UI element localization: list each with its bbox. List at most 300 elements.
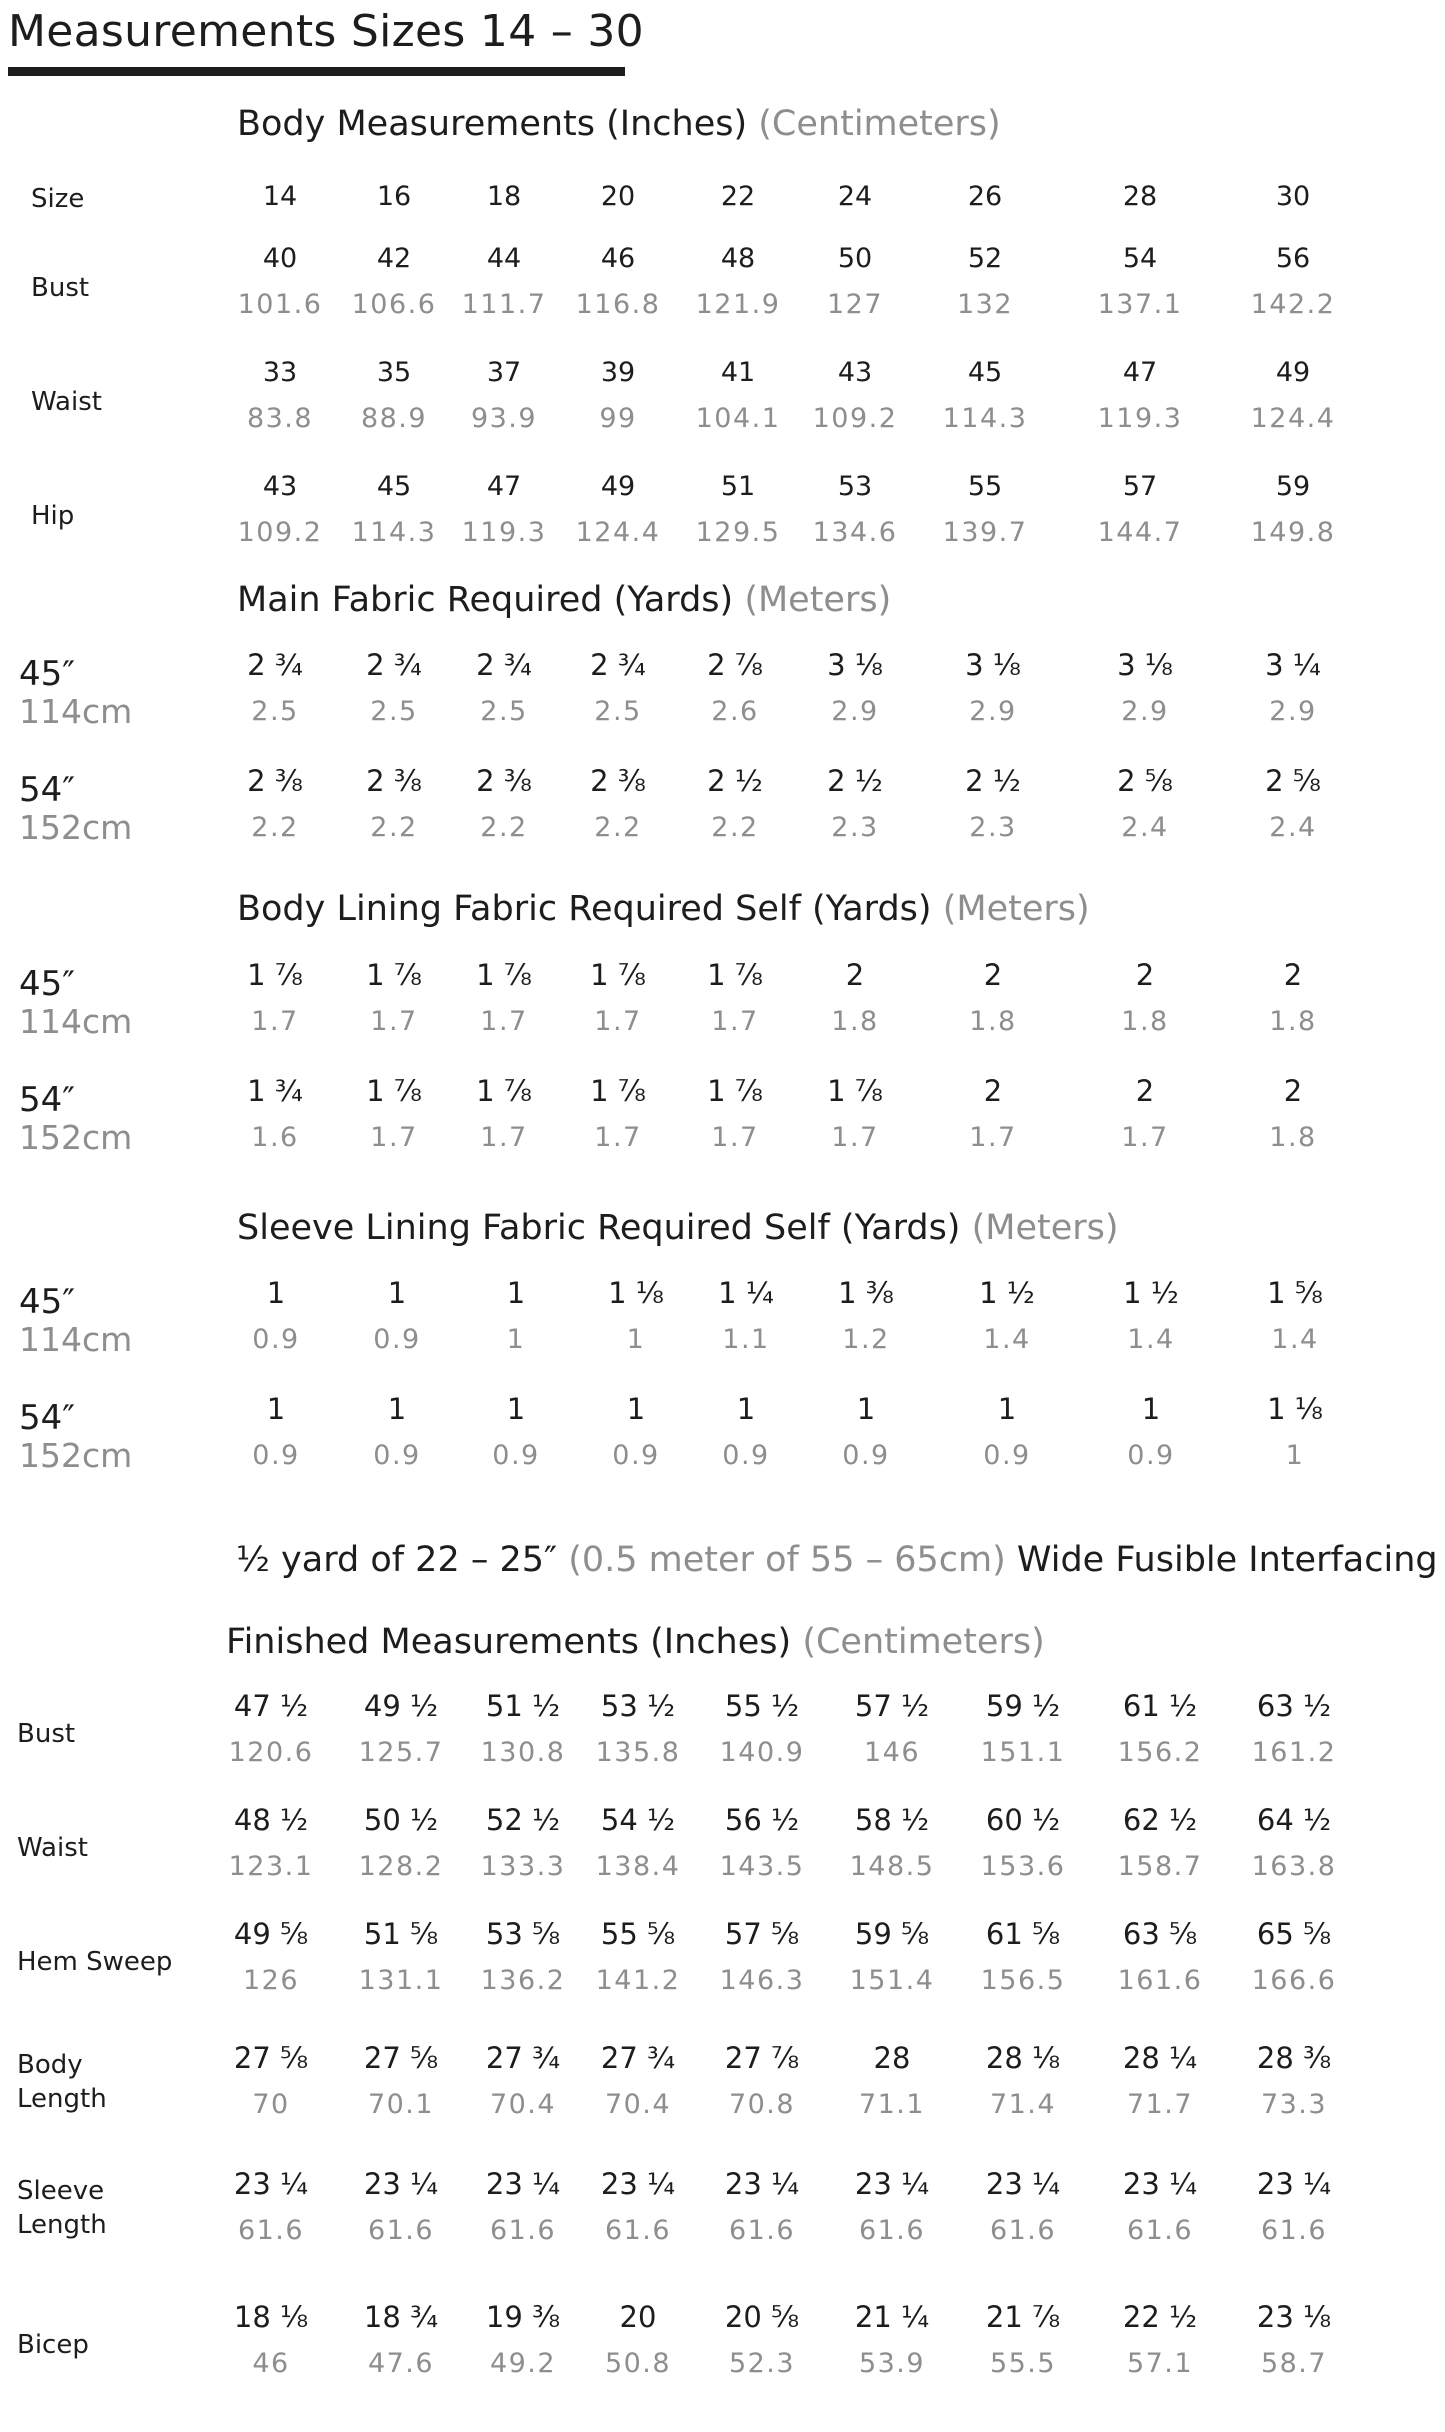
table-cell: 1 ¾ (247, 1074, 303, 1108)
table-cell: 124.4 (575, 517, 661, 548)
table-cell: 45 (376, 471, 412, 502)
table-cell: 59 (1275, 471, 1311, 502)
table-cell: 0.9 (722, 1440, 770, 1471)
table-cell: 57 ⅝ (724, 1917, 800, 1951)
table-cell: 61.6 (728, 2215, 796, 2246)
table-cell: 63 ½ (1256, 1689, 1332, 1723)
table-cell: 20 ⅝ (724, 2300, 800, 2334)
table-cell: 135.8 (595, 1737, 681, 1768)
heading-text: Finished Measurements (Inches) (226, 1622, 792, 1662)
table-cell: 1 ⅞ (366, 1074, 422, 1108)
row-label-line2: Length (17, 2084, 107, 2114)
table-cell: 1 ⅞ (707, 958, 763, 992)
table-cell: 23 ¼ (233, 2167, 309, 2201)
row-label: Sleeve (17, 2176, 105, 2206)
table-cell: 23 ¼ (985, 2167, 1061, 2201)
heading-text: Body Lining Fabric Required Self (Yards) (237, 889, 932, 929)
table-cell: 1 (736, 1392, 756, 1426)
table-cell: 1 (387, 1276, 407, 1310)
table-cell: 22 (720, 181, 756, 212)
table-cell: 83.8 (246, 403, 314, 434)
table-cell: 49.2 (489, 2348, 557, 2379)
table-cell: 30 (1275, 181, 1311, 212)
table-cell: 24 (837, 181, 873, 212)
table-cell: 49 (600, 471, 636, 502)
fabric-width-inches: 45″ (19, 1282, 75, 1322)
table-cell: 1 ⅛ (608, 1276, 664, 1310)
table-cell: 1 ⅝ (1267, 1276, 1323, 1310)
table-cell: 49 (1275, 357, 1311, 388)
table-cell: 53 ½ (600, 1689, 676, 1723)
table-cell: 2 ⅜ (590, 764, 646, 798)
heading-text: Body Measurements (Inches) (237, 104, 748, 144)
table-cell: 47 ½ (233, 1689, 309, 1723)
table-cell: 2.2 (711, 812, 759, 843)
table-cell: 27 ⅞ (724, 2041, 800, 2075)
table-cell: 99 (599, 403, 637, 434)
table-cell: 60 ½ (985, 1803, 1061, 1837)
table-cell: 0.9 (1127, 1440, 1175, 1471)
table-cell: 61.6 (237, 2215, 305, 2246)
table-cell: 64 ½ (1256, 1803, 1332, 1837)
table-cell: 2 ⅜ (247, 764, 303, 798)
table-cell: 59 ⅝ (854, 1917, 930, 1951)
table-cell: 61.6 (604, 2215, 672, 2246)
fabric-width-cm: 152cm (19, 1118, 133, 1157)
table-cell: 2.5 (251, 696, 299, 727)
table-cell: 70 (252, 2089, 290, 2120)
table-cell: 149.8 (1250, 517, 1336, 548)
table-cell: 2 ¾ (366, 648, 422, 682)
table-cell: 2 ⅞ (707, 648, 763, 682)
table-cell: 18 ¾ (363, 2300, 439, 2334)
table-cell: 62 ½ (1122, 1803, 1198, 1837)
row-label-line2: Length (17, 2210, 107, 2240)
table-cell: 2 (1135, 1074, 1155, 1108)
table-cell: 151.4 (849, 1965, 935, 1996)
table-cell: 144.7 (1097, 517, 1183, 548)
table-cell: 1.4 (983, 1324, 1031, 1355)
table-cell: 28 ⅜ (1256, 2041, 1332, 2075)
table-cell: 2 ¾ (247, 648, 303, 682)
section-heading (237, 889, 1090, 929)
table-cell: 2.5 (594, 696, 642, 727)
table-cell: 19 ⅜ (485, 2300, 561, 2334)
table-cell: 45 (967, 357, 1003, 388)
table-cell: 18 (486, 181, 522, 212)
table-cell: 1.4 (1271, 1324, 1319, 1355)
table-cell: 127 (826, 289, 884, 320)
heading-unit: (Centimeters) (758, 104, 1001, 144)
table-cell: 1 ⅞ (827, 1074, 883, 1108)
table-cell: 3 ⅛ (1117, 648, 1173, 682)
table-cell: 1 (856, 1392, 876, 1426)
table-cell: 2.2 (480, 812, 528, 843)
table-cell: 2 (1135, 958, 1155, 992)
table-cell: 1.8 (831, 1006, 879, 1037)
table-cell: 109.2 (237, 517, 323, 548)
table-cell: 61.6 (489, 2215, 557, 2246)
table-cell: 52 ½ (485, 1803, 561, 1837)
table-cell: 70.4 (604, 2089, 672, 2120)
size-label: Size (31, 184, 85, 214)
table-cell: 2 ½ (707, 764, 763, 798)
row-label: Hem Sweep (17, 1947, 173, 1977)
table-cell: 101.6 (237, 289, 323, 320)
table-cell: 58.7 (1260, 2348, 1328, 2379)
page-title: Measurements Sizes 14 – 30 (8, 6, 644, 57)
table-cell: 1.7 (370, 1006, 418, 1037)
table-cell: 27 ⅝ (363, 2041, 439, 2075)
table-cell: 1 (626, 1324, 646, 1355)
table-cell: 49 ⅝ (233, 1917, 309, 1951)
table-cell: 2.9 (1121, 696, 1169, 727)
table-cell: 2.4 (1121, 812, 1169, 843)
table-cell: 48 (720, 243, 756, 274)
table-cell: 33 (262, 357, 298, 388)
table-cell: 1 ⅞ (476, 1074, 532, 1108)
table-cell: 1 ⅞ (707, 1074, 763, 1108)
table-cell: 128.2 (358, 1851, 444, 1882)
fabric-width-inches: 45″ (19, 654, 75, 694)
table-cell: 28 ¼ (1122, 2041, 1198, 2075)
table-cell: 56 (1275, 243, 1311, 274)
table-cell: 61 ½ (1122, 1689, 1198, 1723)
table-cell: 148.5 (849, 1851, 935, 1882)
table-cell: 53.9 (858, 2348, 926, 2379)
table-cell: 1 (266, 1392, 286, 1426)
table-cell: 1.8 (969, 1006, 1017, 1037)
table-cell: 140.9 (719, 1737, 805, 1768)
table-cell: 132 (956, 289, 1014, 320)
table-cell: 52 (967, 243, 1003, 274)
table-cell: 2.9 (831, 696, 879, 727)
table-cell: 39 (600, 357, 636, 388)
table-cell: 0.9 (373, 1440, 421, 1471)
table-cell: 27 ¾ (600, 2041, 676, 2075)
table-cell: 73.3 (1260, 2089, 1328, 2120)
table-cell: 44 (486, 243, 522, 274)
table-cell: 158.7 (1117, 1851, 1203, 1882)
table-cell: 0.9 (842, 1440, 890, 1471)
heading-text: Main Fabric Required (Yards) (237, 580, 734, 620)
table-cell: 119.3 (1097, 403, 1183, 434)
row-label: Bust (31, 273, 90, 303)
table-cell: 1 ⅞ (247, 958, 303, 992)
table-cell: 43 (837, 357, 873, 388)
interfacing-part2: (0.5 meter of 55 – 65cm) (568, 1540, 1006, 1580)
table-cell: 51 (720, 471, 756, 502)
table-cell: 111.7 (461, 289, 547, 320)
table-cell: 51 ⅝ (363, 1917, 439, 1951)
table-cell: 138.4 (595, 1851, 681, 1882)
heading-text: Sleeve Lining Fabric Required Self (Yards) (237, 1208, 961, 1248)
table-cell: 1.8 (1269, 1122, 1317, 1153)
table-cell: 0.9 (252, 1440, 300, 1471)
table-cell: 123.1 (228, 1851, 314, 1882)
row-label: Waist (31, 387, 102, 417)
table-cell: 2.9 (1269, 696, 1317, 727)
table-cell: 2.5 (480, 696, 528, 727)
table-cell: 47 (486, 471, 522, 502)
fabric-width-cm: 152cm (19, 1436, 133, 1475)
table-cell: 2 ⅜ (476, 764, 532, 798)
fabric-width-inches: 54″ (19, 1080, 75, 1120)
table-cell: 1 ⅜ (838, 1276, 894, 1310)
table-cell: 1 (997, 1392, 1017, 1426)
table-cell: 109.2 (812, 403, 898, 434)
table-cell: 124.4 (1250, 403, 1336, 434)
table-cell: 18 ⅛ (233, 2300, 309, 2334)
table-cell: 2 ⅝ (1117, 764, 1173, 798)
table-cell: 23 ¼ (363, 2167, 439, 2201)
table-cell: 0.9 (492, 1440, 540, 1471)
table-cell: 28 (873, 2041, 911, 2075)
table-cell: 52.3 (728, 2348, 796, 2379)
table-cell: 71.4 (989, 2089, 1057, 2120)
table-cell: 57.1 (1126, 2348, 1194, 2379)
table-cell: 156.2 (1117, 1737, 1203, 1768)
table-cell: 2 ½ (965, 764, 1021, 798)
row-label: Bicep (17, 2330, 89, 2360)
table-cell: 1 ½ (1123, 1276, 1179, 1310)
table-cell: 35 (376, 357, 412, 388)
table-cell: 55 ½ (724, 1689, 800, 1723)
section-heading (237, 1208, 1119, 1248)
table-cell: 48 ½ (233, 1803, 309, 1837)
table-cell: 71.7 (1126, 2089, 1194, 2120)
table-cell: 3 ⅛ (827, 648, 883, 682)
table-cell: 59 ½ (985, 1689, 1061, 1723)
heading-unit: (Meters) (971, 1208, 1119, 1248)
table-cell: 116.8 (575, 289, 661, 320)
title-rule (8, 67, 625, 76)
table-cell: 70.8 (728, 2089, 796, 2120)
table-cell: 27 ⅝ (233, 2041, 309, 2075)
table-cell: 3 ¼ (1265, 648, 1321, 682)
table-cell: 23 ¼ (724, 2167, 800, 2201)
table-cell: 55.5 (989, 2348, 1057, 2379)
table-cell: 130.8 (480, 1737, 566, 1768)
table-cell: 1.7 (370, 1122, 418, 1153)
section-heading (237, 580, 891, 620)
table-cell: 2.2 (594, 812, 642, 843)
row-label: Body (17, 2050, 83, 2080)
table-cell: 1.8 (1121, 1006, 1169, 1037)
table-cell: 20 (619, 2300, 657, 2334)
table-cell: 43 (262, 471, 298, 502)
table-cell: 47.6 (367, 2348, 435, 2379)
table-cell: 49 ½ (363, 1689, 439, 1723)
table-cell: 20 (600, 181, 636, 212)
table-cell: 0.9 (612, 1440, 660, 1471)
table-cell: 2 ¾ (476, 648, 532, 682)
interfacing-part1: ½ yard of 22 – 25″ (236, 1540, 558, 1580)
table-cell: 1.2 (842, 1324, 890, 1355)
table-cell: 166.6 (1251, 1965, 1337, 1996)
table-cell: 28 ⅛ (985, 2041, 1061, 2075)
table-cell: 1.6 (251, 1122, 299, 1153)
table-cell: 2.9 (969, 696, 1017, 727)
table-cell: 1.7 (969, 1122, 1017, 1153)
table-cell: 61.6 (989, 2215, 1057, 2246)
heading-unit: (Meters) (744, 580, 892, 620)
table-cell: 2.4 (1269, 812, 1317, 843)
table-cell: 1.7 (594, 1122, 642, 1153)
table-cell: 2 ⅜ (366, 764, 422, 798)
table-cell: 1.7 (831, 1122, 879, 1153)
table-cell: 1 (1141, 1392, 1161, 1426)
table-cell: 1.7 (1121, 1122, 1169, 1153)
table-cell: 53 (837, 471, 873, 502)
fabric-width-cm: 114cm (19, 1002, 133, 1041)
table-cell: 2 (983, 958, 1003, 992)
table-cell: 2 (845, 958, 865, 992)
fabric-width-inches: 54″ (19, 1398, 75, 1438)
table-cell: 2.2 (251, 812, 299, 843)
table-cell: 1.7 (711, 1122, 759, 1153)
table-cell: 23 ⅛ (1256, 2300, 1332, 2334)
table-cell: 93.9 (470, 403, 538, 434)
table-cell: 40 (262, 243, 298, 274)
table-cell: 65 ⅝ (1256, 1917, 1332, 1951)
table-cell: 146 (863, 1737, 921, 1768)
table-cell: 129.5 (695, 517, 781, 548)
table-cell: 51 ½ (485, 1689, 561, 1723)
table-cell: 142.2 (1250, 289, 1336, 320)
table-cell: 1 (506, 1392, 526, 1426)
table-cell: 161.6 (1117, 1965, 1203, 1996)
table-cell: 114.3 (942, 403, 1028, 434)
table-cell: 88.9 (360, 403, 428, 434)
table-cell: 2.5 (370, 696, 418, 727)
table-cell: 61.6 (1126, 2215, 1194, 2246)
table-cell: 1.1 (722, 1324, 770, 1355)
table-cell: 2.6 (711, 696, 759, 727)
table-cell: 58 ½ (854, 1803, 930, 1837)
table-cell: 131.1 (358, 1965, 444, 1996)
table-cell: 1 ⅛ (1267, 1392, 1323, 1426)
table-cell: 1.7 (480, 1006, 528, 1037)
table-cell: 56 ½ (724, 1803, 800, 1837)
table-cell: 2 ¾ (590, 648, 646, 682)
table-cell: 119.3 (461, 517, 547, 548)
table-cell: 120.6 (228, 1737, 314, 1768)
table-cell: 70.4 (489, 2089, 557, 2120)
table-cell: 156.5 (980, 1965, 1066, 1996)
table-cell: 54 ½ (600, 1803, 676, 1837)
table-cell: 55 (967, 471, 1003, 502)
table-cell: 2 (983, 1074, 1003, 1108)
section-heading (237, 104, 1001, 144)
table-cell: 23 ¼ (1256, 2167, 1332, 2201)
table-cell: 1 (266, 1276, 286, 1310)
table-cell: 2 (1283, 1074, 1303, 1108)
table-cell: 114.3 (351, 517, 437, 548)
table-cell: 104.1 (695, 403, 781, 434)
table-cell: 151.1 (980, 1737, 1066, 1768)
table-cell: 133.3 (480, 1851, 566, 1882)
fabric-width-cm: 114cm (19, 692, 133, 731)
table-cell: 23 ¼ (854, 2167, 930, 2201)
fabric-width-inches: 45″ (19, 964, 75, 1004)
row-label: Hip (31, 501, 75, 531)
table-cell: 50 (837, 243, 873, 274)
table-cell: 21 ¼ (854, 2300, 930, 2334)
fabric-width-cm: 114cm (19, 1320, 133, 1359)
table-cell: 0.9 (983, 1440, 1031, 1471)
interfacing-part3: Wide Fusible Interfacing (1016, 1540, 1438, 1580)
table-cell: 55 ⅝ (600, 1917, 676, 1951)
row-label: Bust (17, 1719, 76, 1749)
interfacing-note (236, 1540, 1438, 1580)
table-cell: 61.6 (858, 2215, 926, 2246)
table-cell: 53 ⅝ (485, 1917, 561, 1951)
table-cell: 1 (1285, 1440, 1305, 1471)
table-cell: 1 ⅞ (590, 1074, 646, 1108)
table-cell: 23 ¼ (600, 2167, 676, 2201)
heading-unit: (Meters) (942, 889, 1090, 929)
table-cell: 134.6 (812, 517, 898, 548)
table-cell: 1 ⅞ (476, 958, 532, 992)
table-cell: 0.9 (373, 1324, 421, 1355)
table-cell: 46 (252, 2348, 290, 2379)
table-cell: 1 ½ (979, 1276, 1035, 1310)
table-cell: 1 ⅞ (366, 958, 422, 992)
table-cell: 57 ½ (854, 1689, 930, 1723)
table-cell: 1 (626, 1392, 646, 1426)
section-heading (226, 1622, 1045, 1662)
table-cell: 2.2 (370, 812, 418, 843)
table-cell: 2 ⅝ (1265, 764, 1321, 798)
table-cell: 57 (1122, 471, 1158, 502)
table-cell: 2 ½ (827, 764, 883, 798)
table-cell: 1.7 (711, 1006, 759, 1037)
fabric-width-cm: 152cm (19, 808, 133, 847)
row-label: Waist (17, 1833, 88, 1863)
table-cell: 137.1 (1097, 289, 1183, 320)
table-cell: 0.9 (252, 1324, 300, 1355)
table-cell: 50.8 (604, 2348, 672, 2379)
table-cell: 14 (262, 181, 298, 212)
table-cell: 2 (1283, 958, 1303, 992)
table-cell: 1 ¼ (718, 1276, 774, 1310)
table-cell: 125.7 (358, 1737, 444, 1768)
table-cell: 1.8 (1269, 1006, 1317, 1037)
table-cell: 27 ¾ (485, 2041, 561, 2075)
table-cell: 143.5 (719, 1851, 805, 1882)
table-cell: 3 ⅛ (965, 648, 1021, 682)
table-cell: 22 ½ (1122, 2300, 1198, 2334)
table-cell: 146.3 (719, 1965, 805, 1996)
table-cell: 161.2 (1251, 1737, 1337, 1768)
table-cell: 139.7 (942, 517, 1028, 548)
table-cell: 23 ¼ (485, 2167, 561, 2201)
table-cell: 71.1 (858, 2089, 926, 2120)
table-cell: 2.3 (969, 812, 1017, 843)
table-cell: 23 ¼ (1122, 2167, 1198, 2201)
table-cell: 1.7 (594, 1006, 642, 1037)
table-cell: 1.7 (480, 1122, 528, 1153)
table-cell: 70.1 (367, 2089, 435, 2120)
table-cell: 106.6 (351, 289, 437, 320)
table-cell: 63 ⅝ (1122, 1917, 1198, 1951)
table-cell: 2.3 (831, 812, 879, 843)
table-cell: 61.6 (1260, 2215, 1328, 2246)
table-cell: 1.7 (251, 1006, 299, 1037)
table-cell: 42 (376, 243, 412, 274)
table-cell: 1 (506, 1324, 526, 1355)
